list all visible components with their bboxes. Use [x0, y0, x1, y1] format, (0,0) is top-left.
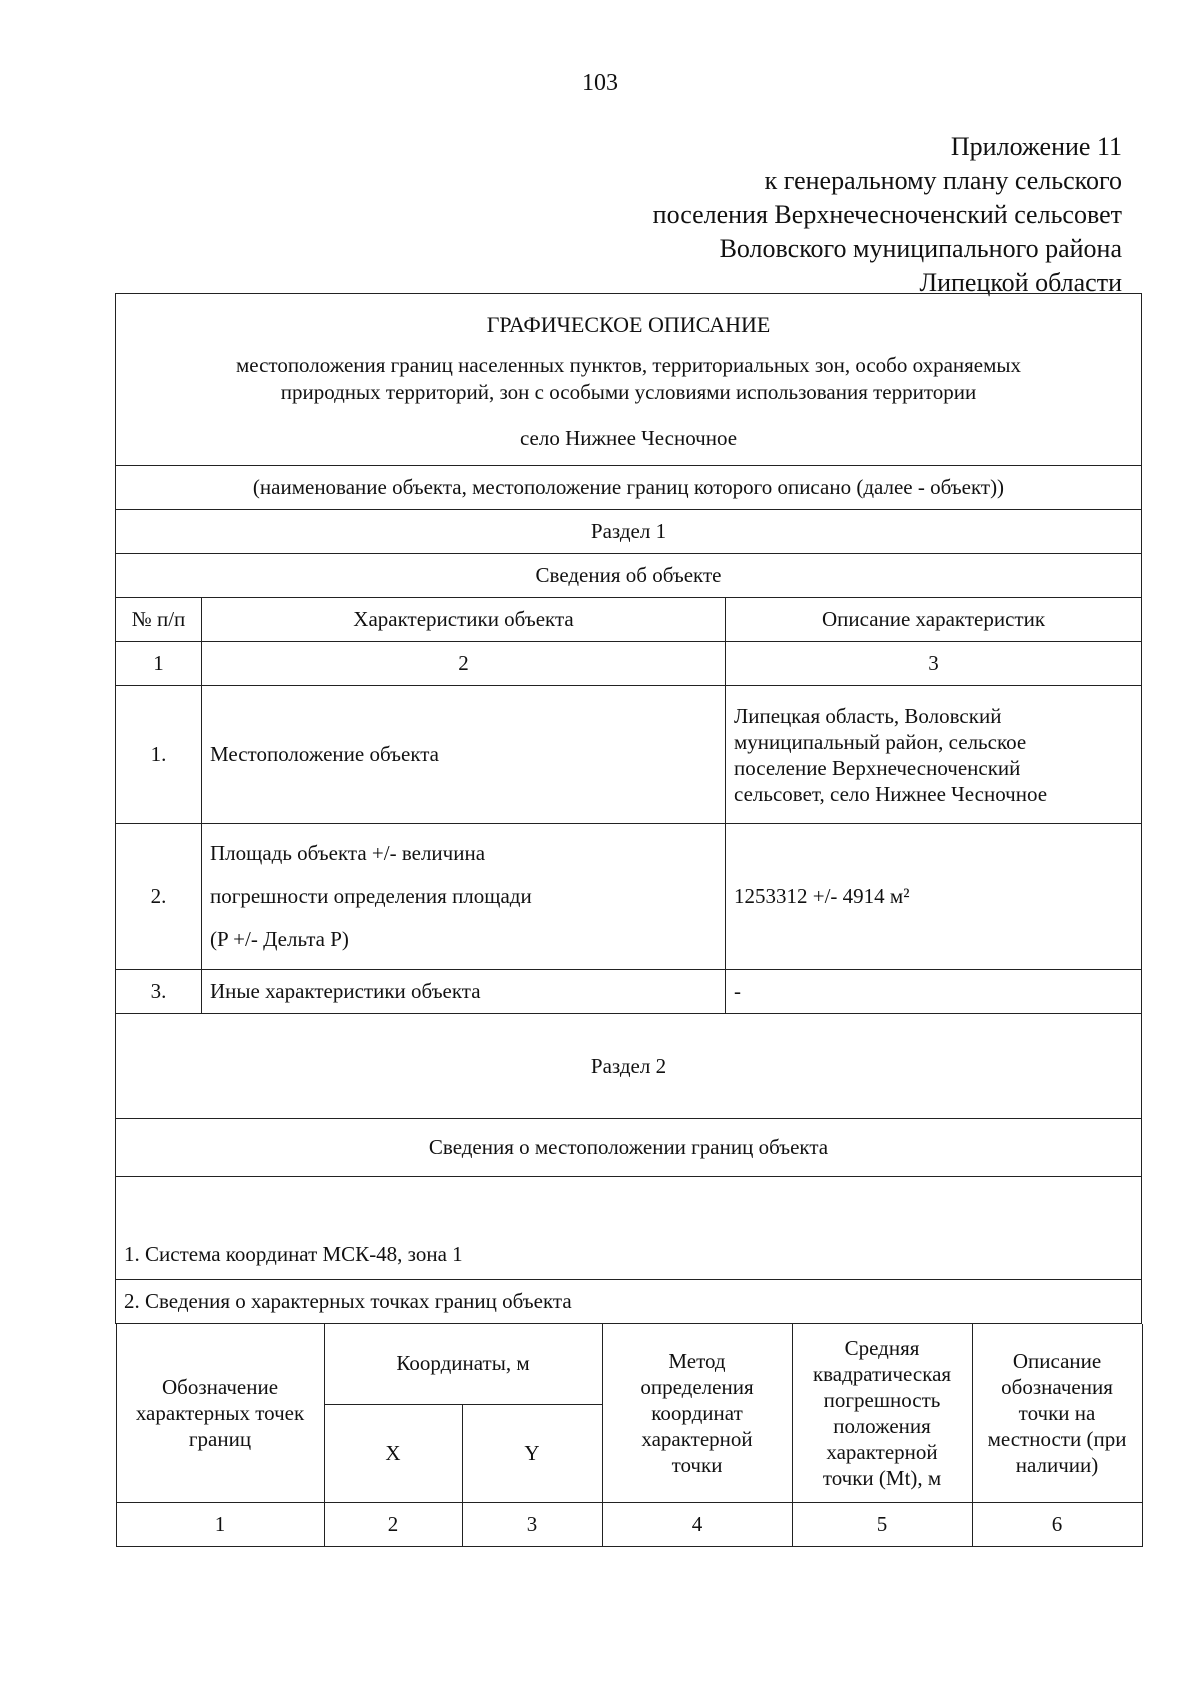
column-header-designation: Обозначение характерных точек границ: [116, 1324, 324, 1502]
table-row: [116, 686, 1142, 824]
document-subtitle: местоположения границ населенных пунктов, территориальных зон, особо охраняемых: [235, 353, 1022, 377]
appendix-line: Приложение 11: [950, 132, 1122, 161]
column-header-coordinates: Координаты, м: [324, 1324, 602, 1404]
name-line: Площадь объекта +/- величина: [210, 841, 486, 865]
characteristic-name: [202, 824, 726, 970]
value-line: муниципальный район, сельское: [734, 729, 1027, 754]
points-section-title: 2. Сведения о характерных точках границ объекта: [116, 1280, 1142, 1324]
value-line: поселение Верхнечесноченский: [734, 755, 1021, 780]
characteristic-value: -: [726, 970, 1142, 1014]
column-number: 4: [602, 1502, 792, 1546]
page-number: 103: [582, 70, 618, 96]
column-header-method: Метод определения координат характерной точки: [602, 1324, 792, 1502]
characteristic-name: Иные характеристики объекта: [202, 970, 726, 1014]
column-number: 2: [324, 1502, 462, 1546]
coordinate-system: 1. Система координат МСК-48, зона 1: [116, 1177, 1142, 1280]
row-number: 1.: [116, 686, 202, 824]
column-number: 5: [792, 1502, 972, 1546]
characteristic-name: Местоположение объекта: [202, 686, 726, 824]
column-number: 3: [462, 1502, 602, 1546]
name-line: (P +/- Дельта P): [210, 927, 349, 951]
column-header-error: Средняя квадратическая погрешность положения характерной точки (Mt), м: [792, 1324, 972, 1502]
column-number: 1: [116, 1502, 324, 1546]
section1-title: Сведения об объекте: [116, 554, 1142, 598]
section1-label: Раздел 1: [116, 510, 1142, 554]
settlement-name: село Нижнее Чесночное: [519, 426, 738, 450]
column-number: 1: [116, 642, 202, 686]
column-header-x: X: [324, 1404, 462, 1502]
appendix-line: к генеральному плану сельского: [764, 166, 1122, 195]
object-caption: (наименование объекта, местоположение границ которого описано (далее - объект)): [116, 466, 1142, 510]
column-number: 2: [202, 642, 726, 686]
row-number: 3.: [116, 970, 202, 1014]
document-subtitle: природных территорий, зон с особыми условиями использования территории: [280, 380, 977, 404]
appendix-line: Липецкой области: [919, 268, 1122, 297]
row-number: 2.: [116, 824, 202, 970]
appendix-line: Воловского муниципального района: [719, 234, 1122, 263]
table-row: [116, 970, 1142, 1014]
column-number: 6: [972, 1502, 1142, 1546]
boundary-points-table: [116, 1324, 1143, 1547]
column-header-y: Y: [462, 1404, 602, 1502]
section2-title: Сведения о местоположении границ объекта: [116, 1119, 1142, 1177]
graphic-description-table: [115, 293, 1142, 1547]
document-header: [116, 294, 1142, 466]
area-value: 1253312 +/- 4914 м²: [726, 824, 1142, 970]
column-header-description: Описание характеристик: [726, 598, 1142, 642]
document-title: ГРАФИЧЕСКОЕ ОПИСАНИЕ: [486, 312, 771, 337]
characteristic-value: [726, 686, 1142, 824]
appendix-line: поселения Верхнечесноченский сельсовет: [652, 200, 1122, 229]
section2-label: Раздел 2: [116, 1014, 1142, 1119]
table-row: [116, 824, 1142, 970]
appendix-block: [653, 130, 1122, 300]
name-line: погрешности определения площади: [210, 884, 532, 908]
column-header-number: № п/п: [116, 598, 202, 642]
column-header-point-description: Описание обозначения точки на местности (при наличии): [972, 1324, 1142, 1502]
value-line: Липецкая область, Воловский: [734, 703, 1002, 728]
column-number: 3: [726, 642, 1142, 686]
value-line: сельсовет, село Нижнее Чесночное: [734, 781, 1048, 806]
column-header-characteristics: Характеристики объекта: [202, 598, 726, 642]
